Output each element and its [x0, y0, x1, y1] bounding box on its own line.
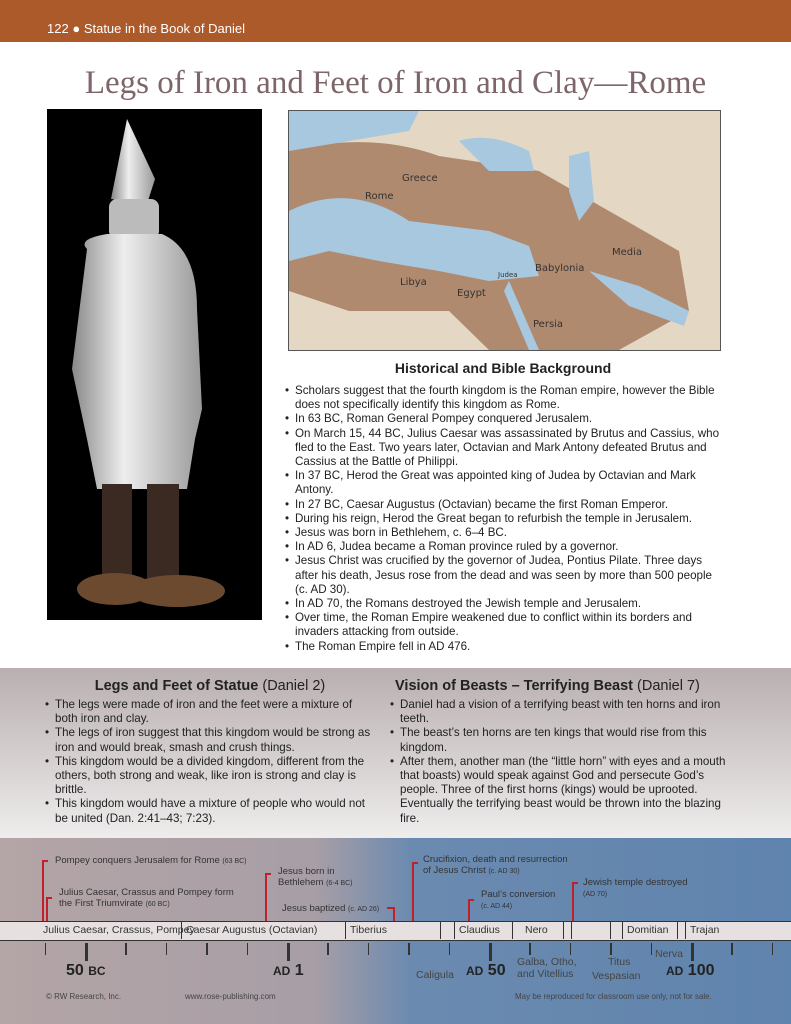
year-era: BC: [88, 964, 106, 978]
heading-text: Legs and Feet of Statue: [94, 678, 259, 694]
list-item: • On March 15, 44 BC, Julius Caesar was assassinated by Brutus and Cassius, who fled to the East. Two years later, Octavian and Mark Antony defeated Brutus and Cassius at the Battle of Philippi.: [285, 427, 725, 470]
section-title: Statue in the Book of Daniel: [83, 21, 245, 36]
year-label: [666, 962, 715, 980]
statue-image: [47, 109, 262, 620]
year-tick: [247, 943, 249, 955]
year-era: AD: [666, 964, 684, 978]
event-text: Jewish temple destroyed: [583, 877, 688, 888]
timeline-event: [55, 855, 247, 867]
year-tick: [408, 943, 410, 955]
list-item: • The beast’s ten horns are ten kings that would rise from this kingdom.: [390, 726, 740, 754]
list-item: • Daniel had a vision of a terrifying beast with ten horns and iron teeth.: [390, 698, 740, 726]
ruler-segment: Domitian: [622, 922, 677, 939]
background-list: [285, 384, 725, 654]
year-label: [466, 962, 506, 980]
year-tick: [85, 943, 88, 961]
ruler-segment: Caesar Augustus (Octavian): [181, 922, 345, 939]
ruler-vespasian: Vespasian: [592, 970, 641, 982]
ruler-segment-caligula: [440, 922, 454, 939]
event-date: (AD 70): [583, 891, 608, 898]
year-tick: [449, 943, 451, 955]
year-num: 1: [294, 962, 304, 979]
ruler-caligula: Caligula: [416, 969, 454, 981]
event-marker-cap: [42, 860, 48, 862]
year-tick: [489, 943, 492, 961]
ruler-titus: Titus: [608, 956, 631, 968]
year-tick: [651, 943, 653, 955]
timeline-event: [423, 854, 573, 877]
list-item: • This kingdom would have a mixture of people who would not be united (Dan. 2:41–43; 7:23).: [45, 797, 375, 825]
list-item: • The Roman Empire fell in AD 476.: [285, 640, 725, 654]
year-tick: [691, 943, 694, 961]
event-date: (63 BC): [222, 858, 247, 865]
list-item: • The legs were made of iron and the feet were a mixture of both iron and clay.: [45, 698, 375, 726]
year-num: 50: [487, 962, 506, 979]
list-item: • In 27 BC, Caesar Augustus (Octavian) became the first Roman Emperor.: [285, 498, 725, 512]
ruler-segment-titus: [610, 922, 622, 939]
timeline-event: [59, 887, 239, 910]
usage-notice: May be reproduced for classroom use only, not for sale.: [515, 992, 712, 1001]
event-text: Jesus born in Bethlehem: [278, 866, 335, 888]
list-item: • Scholars suggest that the fourth kingdom is the Roman empire, however the Bible does not specifically identify this kingdom as Rome.: [285, 384, 725, 412]
background-heading: Historical and Bible Background: [394, 360, 612, 376]
event-marker: [46, 897, 48, 921]
list-item: • Over time, the Roman Empire weakened due to conflict within its borders and invaders attacking from outside.: [285, 611, 725, 639]
map-label: Egypt: [457, 288, 486, 299]
page-title: Legs of Iron and Feet of Iron and Clay—Rome: [84, 65, 707, 101]
ruler-segment: Julius Caesar, Crassus, Pompey: [43, 924, 195, 936]
event-marker: [572, 882, 574, 921]
ruler-segment: Nero: [512, 922, 563, 939]
event-text: Jesus baptized: [282, 903, 346, 914]
list-item: • This kingdom would be a divided kingdom, different from the others, both strong and weak, like iron is strong and clay is brittle.: [45, 755, 375, 798]
event-text: Pompey conquers Jerusalem for Rome: [55, 855, 220, 866]
map-label: Persia: [533, 319, 564, 330]
event-marker-cap: [572, 882, 578, 884]
copyright: © RW Research, Inc.: [46, 992, 122, 1001]
list-item: • Jesus was born in Bethlehem, c. 6–4 BC.: [285, 526, 725, 540]
year-tick: [570, 943, 572, 955]
event-marker-cap: [468, 899, 474, 901]
ruler-segment: Claudius: [454, 922, 512, 939]
header-bullet: ●: [72, 21, 81, 36]
website-link[interactable]: www.rose-publishing.com: [185, 992, 276, 1001]
year-tick: [327, 943, 329, 955]
year-tick: [125, 943, 127, 955]
map-label: Media: [612, 247, 643, 258]
event-date: (60 BC): [145, 901, 170, 908]
year-label: [66, 962, 106, 980]
year-era: AD: [466, 964, 484, 978]
beast-column: [390, 678, 740, 826]
timeline-event: [481, 889, 566, 912]
map-label: Babylonia: [535, 263, 585, 274]
event-marker-cap: [46, 897, 52, 899]
list-item: • Jesus Christ was crucified by the governor of Judea, Pontius Pilate. Three days after his death, Jesus rose from the dead and was seen by more than 500 people (c. AD 30).: [285, 554, 725, 597]
year-tick: [287, 943, 290, 961]
year-tick: [206, 943, 208, 955]
year-label: [273, 962, 304, 980]
map-label: Libya: [400, 277, 427, 288]
event-text: Crucifixion, death and resurrection of Jesus Christ: [423, 854, 568, 876]
event-date: (c. AD 44): [481, 903, 513, 910]
year-tick: [731, 943, 733, 955]
list-item: • In 63 BC, Roman General Pompey conquered Jerusalem.: [285, 412, 725, 426]
page-number: 122: [47, 21, 69, 36]
scripture-ref: (Daniel 7): [637, 678, 700, 694]
year-tick: [772, 943, 774, 955]
list-item: • In AD 70, the Romans destroyed the Jewish temple and Jerusalem.: [285, 597, 725, 611]
page-header: [0, 0, 791, 42]
year-num: 50: [66, 962, 84, 979]
year-tick: [610, 943, 612, 955]
roman-empire-map: [288, 110, 721, 351]
list-item: • During his reign, Herod the Great began to refurbish the temple in Jerusalem.: [285, 512, 725, 526]
beast-heading: [390, 678, 740, 694]
event-date: (c. AD 30): [488, 868, 520, 875]
event-text: Paul’s conversion: [481, 889, 556, 900]
event-marker: [42, 860, 44, 921]
event-marker-cap: [387, 907, 393, 909]
statue-column: [45, 678, 375, 826]
map-label: Greece: [402, 173, 438, 184]
statue-heading: [45, 678, 375, 694]
scripture-ref: (Daniel 2): [262, 678, 326, 694]
ruler-bar: [0, 921, 791, 941]
ruler-segment: Tiberius: [345, 922, 440, 939]
event-marker: [412, 862, 414, 921]
year-num: 100: [687, 962, 715, 979]
ruler-segment-nerva: [677, 922, 685, 939]
timeline-event: [583, 877, 713, 900]
ruler-nerva: Nerva: [655, 948, 684, 960]
event-marker-cap: [265, 873, 271, 875]
timeline-event: [278, 866, 378, 889]
list-item: • In AD 6, Judea became a Roman province ruled by a governor.: [285, 540, 725, 554]
list-item: • In 37 BC, Herod the Great was appointed king of Judea by Octavian and Mark Antony.: [285, 469, 725, 497]
ruler-galba-otho-vitellius: Galba, Otho, and Vitellius: [517, 956, 577, 980]
list-item: • After them, another man (the “little horn” with eyes and a mouth that boasts) would speak against God and persecute God’s people. Three of the first horns (kings) would be uprooted. Eventually the terrifying beast would be thrown into the blazing fire.: [390, 755, 740, 826]
year-tick: [368, 943, 370, 955]
map-label: Judea: [498, 271, 518, 279]
year-era: AD: [273, 964, 291, 978]
heading-text: Vision of Beasts – Terrifying Beast: [395, 678, 633, 694]
year-tick: [166, 943, 168, 955]
event-marker: [265, 873, 267, 921]
ruler-segment: Trajan: [685, 922, 791, 939]
event-date: (c. AD 26): [348, 906, 380, 913]
timeline-event: [282, 903, 379, 915]
ruler-segment-galba: [563, 922, 571, 939]
list-item: • The legs of iron suggest that this kingdom would be strong as iron and would break, smash and crush things.: [45, 726, 375, 754]
year-tick: [529, 943, 531, 955]
event-marker: [393, 907, 395, 921]
event-marker: [468, 899, 470, 921]
map-label: Rome: [365, 191, 394, 202]
event-text: Julius Caesar, Crassus and Pompey form the First Triumvirate: [59, 887, 234, 909]
event-marker-cap: [412, 862, 418, 864]
ruler-segment-vespasian: [571, 922, 610, 939]
year-tick: [45, 943, 47, 955]
event-date: (6-4 BC): [326, 880, 353, 887]
